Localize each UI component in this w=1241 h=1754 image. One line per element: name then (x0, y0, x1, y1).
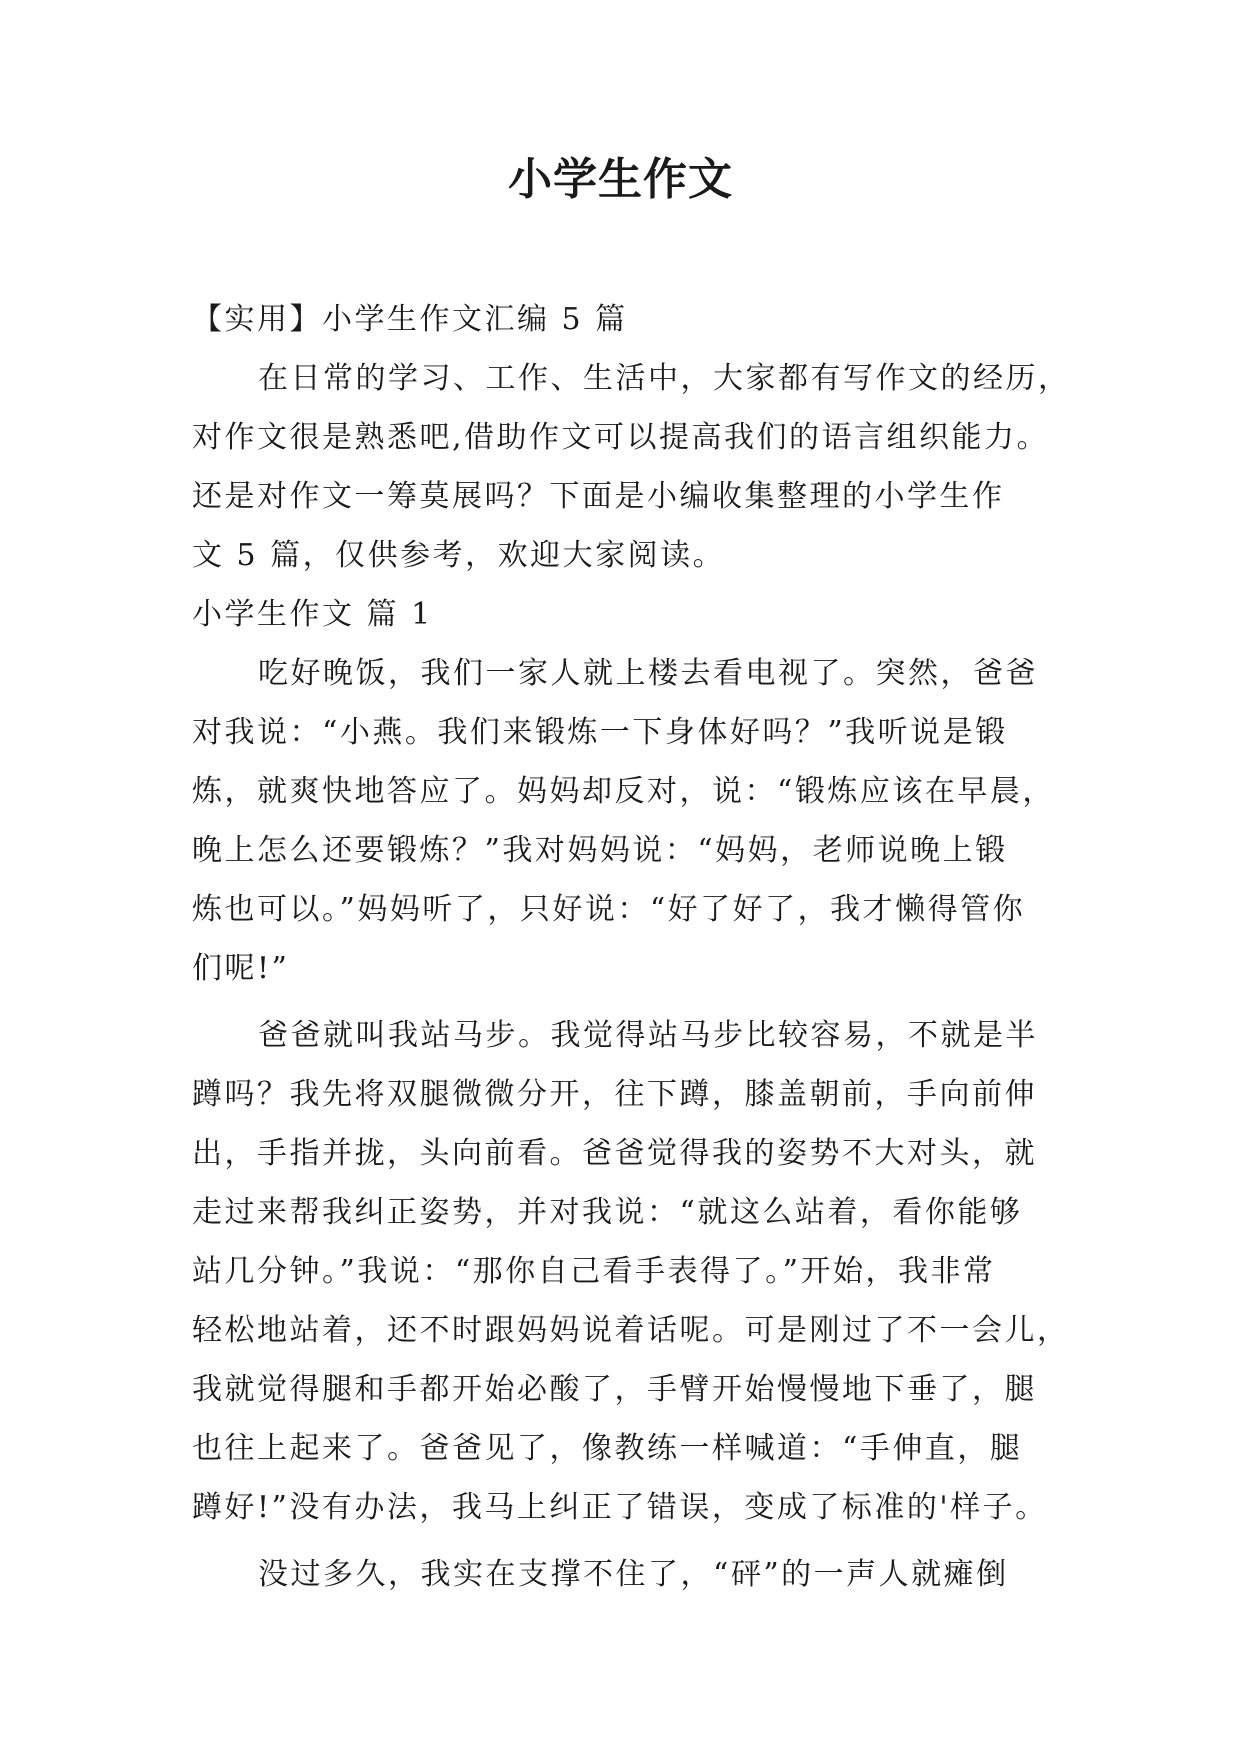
paragraph-line: 也往上起来了。爸爸见了，像教练一样喊道：“手伸直，腿 (192, 1431, 1023, 1466)
paragraph-line: 蹲好!”没有办法，我马上纠正了错误，变成了标准的'样子。 (192, 1490, 1048, 1525)
paragraph-line: 没过多久，我实在支撑不住了，“砰”的一声人就瘫倒 (258, 1557, 1009, 1592)
paragraph-line: 炼也可以。”妈妈听了，只好说：“好了好了，我才懒得管你 (192, 892, 1026, 927)
intro-line: 还是对作文一筹莫展吗？下面是小编收集整理的小学生作 (192, 479, 1005, 514)
document-subtitle: 【实用】小学生作文汇编 5 篇 (192, 302, 628, 337)
paragraph-line: 轻松地站着，还不时跟妈妈说着话呢。可是刚过了不一会儿， (192, 1313, 1070, 1348)
paragraph-line: 出，手指并拢，头向前看。爸爸觉得我的姿势不大对头，就 (192, 1136, 1037, 1171)
paragraph-line: 走过来帮我纠正姿势，并对我说：“就这么站着，看你能够 (192, 1195, 1023, 1230)
intro-line: 文 5 篇，仅供参考，欢迎大家阅读。 (192, 538, 726, 573)
paragraph-line: 晚上怎么还要锻炼？”我对妈妈说：“妈妈，老师说晚上锻 (192, 833, 1008, 868)
intro-line: 在日常的学习、工作、生活中，大家都有写作文的经历， (258, 361, 1071, 396)
essay-paragraph-1 (192, 644, 1062, 998)
paragraph-line: 炼，就爽快地答应了。妈妈却反对，说：“锻炼应该在早晨， (192, 774, 1055, 809)
intro-paragraph (192, 349, 1071, 585)
paragraph-line: 对我说：“小燕。我们来锻炼一下身体好吗？”我听说是锻 (192, 715, 1008, 750)
paragraph-line: 站几分钟。”我说：“那你自己看手表得了。”开始，我非常 (192, 1254, 996, 1289)
essay-paragraph-2 (192, 1006, 1070, 1537)
intro-line: 对作文很是熟悉吧,借助作文可以提高我们的语言组织能力。 (192, 420, 1050, 455)
document-body (192, 290, 1071, 1604)
document-title: 小学生作文 (508, 154, 733, 205)
essay-paragraph-3 (192, 1545, 1062, 1604)
paragraph-line: 爸爸就叫我站马步。我觉得站马步比较容易，不就是半 (258, 1018, 1038, 1053)
paragraph-line: 蹲吗？我先将双腿微微分开，往下蹲，膝盖朝前，手向前伸 (192, 1077, 1037, 1112)
paragraph-line: 吃好晚饭，我们一家人就上楼去看电视了。突然，爸爸 (258, 656, 1038, 691)
paragraph-line: 我就觉得腿和手都开始必酸了，手臂开始慢慢地下垂了，腿 (192, 1372, 1037, 1407)
section-heading: 小学生作文 篇 1 (192, 597, 433, 632)
paragraph-line: 们呢!” (192, 951, 290, 986)
